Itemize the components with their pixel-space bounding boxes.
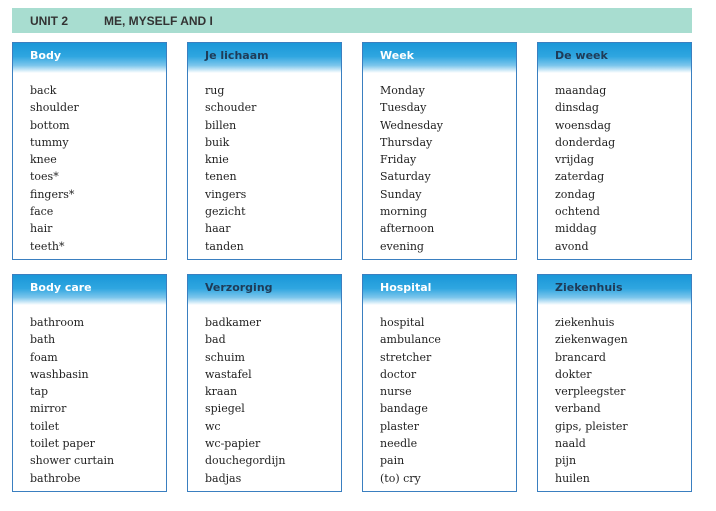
vocab-word: haar [205, 222, 231, 236]
vocab-word: wc [205, 419, 221, 433]
vocab-word: tap [30, 385, 49, 399]
card-header [13, 275, 166, 305]
vocab-word: (to) cry [380, 471, 421, 485]
card-title: Week [380, 49, 414, 62]
vocab-card-body-care [12, 274, 167, 492]
vocab-card-verzorging [187, 274, 342, 492]
vocab-word: spiegel [205, 402, 245, 416]
vocab-word: toilet paper [30, 437, 95, 451]
vocab-word: knee [30, 153, 57, 167]
vocab-word: Friday [380, 153, 417, 167]
vocab-word: teeth* [30, 239, 65, 253]
vocab-word: naald [555, 437, 586, 451]
vocab-word: toes* [30, 170, 59, 184]
vocab-word: tanden [205, 239, 244, 253]
vocab-word: bad [205, 333, 226, 347]
vocab-word: ochtend [555, 205, 600, 219]
vocab-word: ambulance [380, 333, 441, 347]
card-header [363, 275, 516, 305]
vocab-word: zaterdag [555, 170, 605, 184]
vocab-word: bathrobe [30, 471, 81, 485]
vocab-word: Sunday [380, 187, 422, 201]
vocab-word: verband [555, 402, 601, 416]
vocab-word: evening [380, 239, 424, 253]
vocab-word: vrijdag [555, 153, 595, 167]
vocab-word: pijn [555, 454, 577, 468]
vocab-word: pain [380, 454, 405, 468]
unit-title: ME, MYSELF AND I [104, 13, 213, 28]
vocab-word: back [30, 84, 57, 97]
word-list [30, 82, 79, 255]
card-header [538, 43, 691, 73]
vocab-word: washbasin [30, 367, 89, 381]
vocab-word: billen [205, 118, 237, 132]
vocab-card-body [12, 42, 167, 260]
vocab-word: schouder [205, 101, 257, 115]
vocab-word: Tuesday [380, 101, 427, 115]
vocab-word: brancard [555, 350, 606, 364]
vocab-word: Thursday [380, 135, 433, 149]
word-list [30, 314, 114, 487]
vocab-word: wastafel [205, 367, 252, 381]
vocab-word: knie [205, 153, 229, 167]
vocab-word: hair [30, 222, 53, 236]
vocab-card-je-lichaam [187, 42, 342, 260]
vocab-word: dinsdag [555, 101, 599, 115]
vocab-word: rug [205, 84, 225, 97]
vocab-word: buik [205, 135, 230, 149]
card-header [188, 275, 341, 305]
vocab-word: doctor [380, 367, 417, 381]
vocab-word: fingers* [30, 187, 75, 201]
vocab-word: morning [380, 205, 428, 219]
card-header [188, 43, 341, 73]
vocab-word: Wednesday [380, 118, 444, 132]
vocab-word: tummy [30, 135, 69, 149]
vocab-word: maandag [555, 84, 607, 97]
vocab-word: tenen [205, 170, 237, 184]
word-list [205, 82, 256, 255]
vocab-word: Monday [380, 84, 425, 97]
vocab-word: face [30, 205, 54, 219]
word-list [555, 314, 628, 487]
word-list [555, 82, 615, 255]
vocab-word: toilet [30, 419, 60, 433]
unit-label: UNIT 2 [30, 13, 69, 28]
vocab-word: stretcher [380, 350, 432, 364]
card-title: Verzorging [205, 281, 273, 294]
word-list [205, 314, 285, 487]
vocab-card-hospital [362, 274, 517, 492]
vocab-word: schuim [205, 350, 245, 364]
vocab-word: zondag [555, 187, 596, 201]
vocab-word: ziekenhuis [555, 316, 615, 329]
vocab-word: bath [30, 333, 56, 347]
card-title: Body [30, 49, 61, 62]
vocab-word: verpleegster [555, 385, 626, 399]
card-title: De week [555, 49, 608, 62]
vocab-word: gezicht [205, 205, 246, 219]
vocab-word: woensdag [555, 118, 611, 132]
word-list [380, 82, 443, 255]
vocab-card-week [362, 42, 517, 260]
vocab-word: bottom [30, 118, 70, 132]
vocab-word: needle [380, 437, 418, 451]
card-title: Ziekenhuis [555, 281, 623, 294]
card-title: Hospital [380, 281, 432, 294]
vocab-card-de-week [537, 42, 692, 260]
vocab-word: wc-papier [205, 437, 261, 451]
vocab-word: Saturday [380, 170, 431, 184]
vocab-word: shower curtain [30, 454, 115, 468]
vocab-card-ziekenhuis [537, 274, 692, 492]
vocab-word: badkamer [205, 316, 262, 329]
vocab-word: donderdag [555, 135, 616, 149]
word-list [380, 314, 441, 487]
vocab-word: mirror [30, 402, 67, 416]
vocab-word: vingers [205, 187, 247, 201]
vocab-word: douchegordijn [205, 454, 286, 468]
vocab-word: plaster [380, 419, 419, 433]
vocab-word: dokter [555, 367, 592, 381]
vocab-word: gips, pleister [555, 419, 628, 433]
vocab-word: bathroom [30, 316, 85, 329]
vocab-word: afternoon [380, 222, 435, 236]
vocab-word: badjas [205, 471, 242, 485]
vocab-word: ziekenwagen [555, 333, 628, 347]
card-title: Je lichaam [205, 49, 269, 62]
vocab-word: avond [555, 239, 589, 253]
vocab-word: middag [555, 222, 597, 236]
unit-header [12, 8, 692, 33]
card-header [363, 43, 516, 73]
vocab-word: foam [30, 350, 58, 364]
vocab-word: nurse [380, 385, 412, 399]
vocab-word: huilen [555, 471, 590, 485]
card-header [538, 275, 691, 305]
card-title: Body care [30, 281, 92, 294]
vocab-word: bandage [380, 402, 428, 416]
vocab-word: kraan [205, 385, 238, 399]
vocab-word: hospital [380, 316, 425, 329]
card-header [13, 43, 166, 73]
vocab-word: shoulder [30, 101, 79, 115]
